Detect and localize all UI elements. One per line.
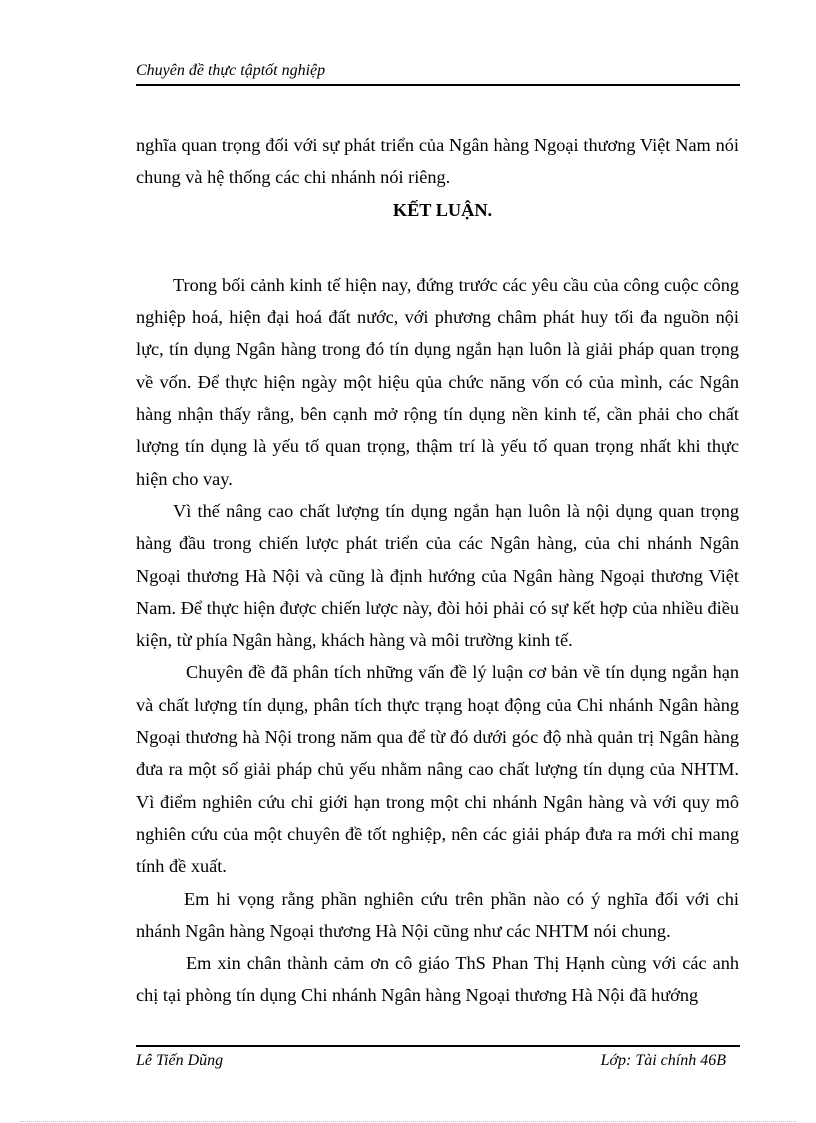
paragraph-2: Vì thế nâng cao chất lượng tín dụng ngắn hạn luôn là nội dụng quan trọng hàng đầu trong chiến lược phát triển của các Ngân hàng, của chi nhánh Ngân Ngoại thương Hà Nội và cũng là định hướng của Ngân hàng Ngoại thương Việt Nam. Để thực hiện được chiến lược này, đòi hỏi phải có sự kết hợp của nhiều điều kiện, từ phía Ngân hàng, khách hàng và môi trường kinh tế. — [136, 500, 739, 651]
page-edge-divider — [20, 1121, 796, 1122]
author-name: Lê Tiến Dũng — [136, 1052, 224, 1069]
paragraph-4: Em hi vọng rằng phần nghiên cứu trên phần nào có ý nghĩa đối với chi nhánh Ngân hàng Ngoại thương Hà Nội cũng như các NHTM nói chung. — [136, 888, 739, 941]
page-footer — [136, 1045, 740, 1075]
paragraph-5: Em xin chân thành cảm ơn cô giáo ThS Phan Thị Hạnh cùng với các anh chị tại phòng tín dụng Chi nhánh Ngân hàng Ngoại thương Hà Nội đã hướng — [136, 953, 739, 1006]
page-header — [136, 60, 740, 86]
class-label: Lớp: Tài chính 46B — [600, 1052, 726, 1069]
continuation-paragraph: nghĩa quan trọng đối với sự phát triển của Ngân hàng Ngoại thương Việt Nam nói chung và hệ thống các chi nhánh nói riêng. — [136, 135, 739, 188]
page-body — [136, 129, 739, 1012]
section-heading: KẾT LUẬN. — [392, 199, 493, 220]
heading-spacer — [136, 226, 739, 269]
paragraph-3: Chuyên đề đã phân tích những vấn đề lý luận cơ bản về tín dụng ngắn hạn và chất lượng tín dụng, phân tích thực trạng hoạt động của Chi nhánh Ngân hàng Ngoại thương hà Nội trong năm qua để từ đó dưới góc độ nhà quản trị Ngân hàng đưa ra một số giải pháp chủ yếu nhằm nâng cao chất lượng tín dụng của NHTM. Vì điểm nghiên cứu chỉ giới hạn trong một chi nhánh Ngân hàng và với quy mô nghiên cứu của một chuyên đề tốt nghiệp, nên các giải pháp đưa ra mới chỉ mang tính đề xuất. — [136, 662, 739, 877]
running-title: Chuyên đề thực tậptốt nghiệp — [136, 62, 326, 79]
paragraph-1: Trong bối cảnh kinh tế hiện nay, đứng trước các yêu cầu của công cuộc công nghiệp hoá, hiện đại hoá đất nước, với phương châm phát huy tối đa nguồn nội lực, tín dụng Ngân hàng trong đó tín dụng ngắn hạn luôn là giải pháp quan trọng về vốn. Để thực hiện ngày một hiệu qủa chức năng vốn có của mình, các Ngân hàng nhận thấy rằng, bên cạnh mở rộng tín dụng nền kinh tế, cần phải cho chất lượng tín dụng là yếu tố quan trọng, thậm trí là yếu tố quan trọng nhất khi thực hiện cho vay. — [136, 274, 739, 489]
